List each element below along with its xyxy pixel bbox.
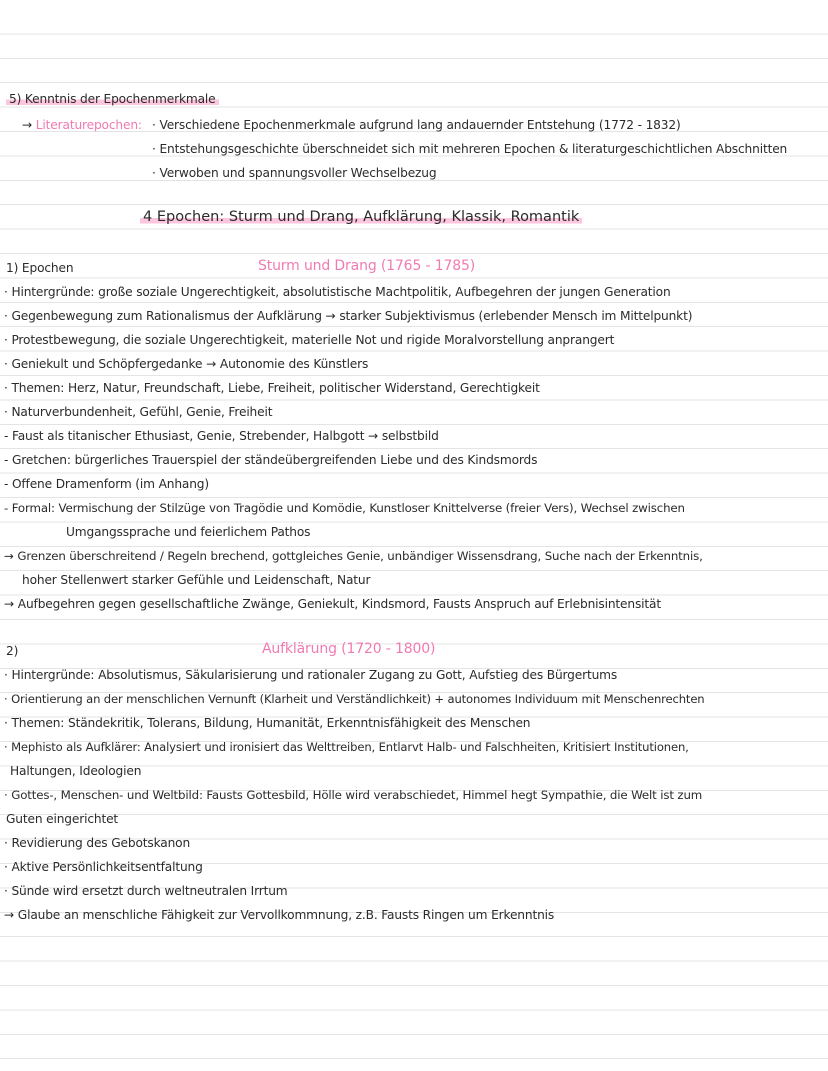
- note-line: · Revidierung des Gebotskanon: [4, 836, 191, 850]
- section-number: 2): [6, 644, 19, 658]
- note-line: → Grenzen überschreitend / Regeln brechend, gottgleiches Genie, unbändiger Wissensdrang, Suche nach der Erkenntnis,: [4, 549, 703, 563]
- note-line: → Aufbegehren gegen gesellschaftliche Zwänge, Geniekult, Kindsmord, Fausts Anspruch auf Erlebnisintensität: [4, 597, 661, 611]
- note-line: - Faust als titanischer Ethusiast, Genie, Strebender, Halbgott → selbstbild: [4, 429, 439, 443]
- arrow-icon: →: [22, 118, 33, 132]
- literaturepochen-row: [22, 117, 142, 133]
- note-line: · Sünde wird ersetzt durch weltneutralen Irrtum: [4, 884, 288, 898]
- highlighted-epochs-title: 4 Epochen: Sturm und Drang, Aufklärung, Klassik, Romantik: [140, 209, 582, 225]
- note-line: · Themen: Herz, Natur, Freundschaft, Liebe, Freiheit, politischer Widerstand, Gerechtigkeit: [4, 381, 540, 395]
- section-heading: [6, 91, 219, 107]
- aufklaerung-title: Aufklärung (1720 - 1800): [262, 641, 436, 657]
- note-line: · Hintergründe: große soziale Ungerechtigkeit, absolutistische Machtpolitik, Aufbegehren der jungen Generation: [4, 285, 671, 299]
- epochs-title: [140, 209, 582, 225]
- epochen-label: 1) Epochen: [6, 261, 74, 275]
- note-line: · Protestbewegung, die soziale Ungerechtigkeit, materielle Not und rigide Moralvorstellung anprangert: [4, 333, 615, 347]
- literaturepochen-label: Literaturepochen:: [35, 118, 142, 132]
- note-line: · Orientierung an der menschlichen Vernunft (Klarheit und Verständlichkeit) + autonomes Individuum mit Menschenrechten: [4, 692, 705, 706]
- note-line: - Offene Dramenform (im Anhang): [4, 477, 209, 491]
- note-line: Haltungen, Ideologien: [10, 764, 142, 778]
- note-line: · Themen: Ständekritik, Tolerans, Bildung, Humanität, Erkenntnisfähigkeit des Menschen: [4, 716, 531, 730]
- sturm-title: Sturm und Drang (1765 - 1785): [258, 258, 476, 274]
- note-line: · Hintergründe: Absolutismus, Säkularisierung und rationaler Zugang zu Gott, Aufstieg des Bürgertums: [4, 668, 618, 682]
- epochen-point: · Verwoben und spannungsvoller Wechselbezug: [152, 166, 437, 180]
- epochen-point: · Entstehungsgeschichte überschneidet sich mit mehreren Epochen & literaturgeschichtlichen Abschnitten: [152, 142, 788, 156]
- note-line: Guten eingerichtet: [6, 812, 119, 826]
- note-line: · Mephisto als Aufklärer: Analysiert und ironisiert das Welttreiben, Entlarvt Halb- und Falschheiten, Kritisiert Institutionen,: [4, 740, 689, 754]
- note-line: · Naturverbundenheit, Gefühl, Genie, Freiheit: [4, 405, 273, 419]
- epochen-point: · Verschiedene Epochenmerkmale aufgrund lang andauernder Entstehung (1772 - 1832): [152, 118, 681, 132]
- note-line: · Aktive Persönlichkeitsentfaltung: [4, 860, 203, 874]
- note-line: - Formal: Vermischung der Stilzüge von Tragödie und Komödie, Kunstloser Knittelverse (freier Vers), Wechsel zwischen: [4, 501, 685, 515]
- note-line: → Glaube an menschliche Fähigkeit zur Vervollkommnung, z.B. Fausts Ringen um Erkenntnis: [4, 908, 555, 922]
- note-line: - Gretchen: bürgerliches Trauerspiel der ständeübergreifenden Liebe und des Kindsmords: [4, 453, 538, 467]
- note-line: hoher Stellenwert starker Gefühle und Leidenschaft, Natur: [22, 573, 371, 587]
- note-line: Umgangssprache und feierlichem Pathos: [66, 525, 311, 539]
- highlighted-heading: 5) Kenntnis der Epochenmerkmale: [6, 92, 219, 106]
- note-line: · Gottes-, Menschen- und Weltbild: Fausts Gottesbild, Hölle wird verabschiedet, Himmel hegt Sympathie, die Welt ist zum: [4, 788, 703, 802]
- note-line: · Geniekult und Schöpfergedanke → Autonomie des Künstlers: [4, 357, 369, 371]
- note-line: · Gegenbewegung zum Rationalismus der Aufklärung → starker Subjektivismus (erlebender Mensch im Mittelpunkt): [4, 309, 693, 323]
